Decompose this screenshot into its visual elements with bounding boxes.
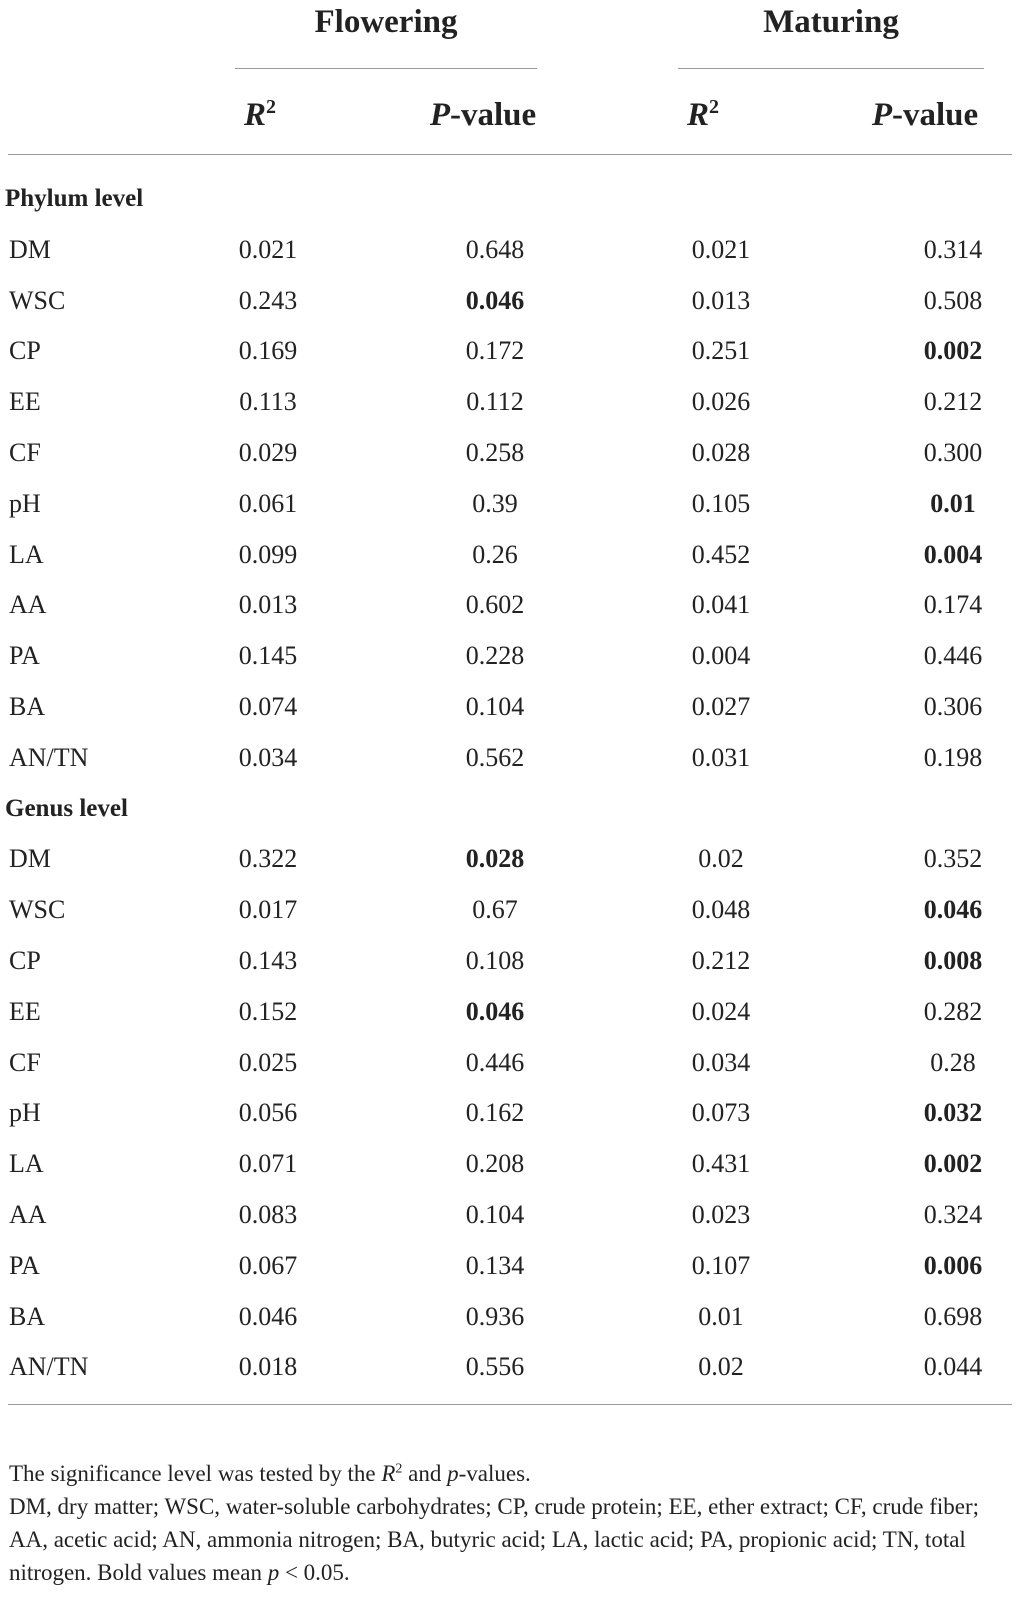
table-cell: 0.021 — [238, 234, 298, 264]
table-cell: 0.212 — [923, 387, 983, 417]
table-cell: 0.452 — [691, 539, 751, 569]
row-label: DM — [9, 844, 51, 874]
table-row — [0, 1341, 1020, 1393]
table-cell: 0.046 — [923, 895, 983, 925]
table-cell: 0.046 — [238, 1301, 298, 1331]
table-cell: 0.648 — [465, 234, 525, 264]
row-label: CF — [9, 438, 41, 467]
table-cell: 0.508 — [923, 285, 983, 315]
table-row — [0, 579, 1020, 631]
table-cell: 0.431 — [691, 1149, 751, 1179]
table-cell: 0.152 — [238, 996, 298, 1026]
group-rule-maturing — [678, 68, 984, 69]
table-cell: 0.162 — [465, 1098, 525, 1128]
table-cell: 0.936 — [465, 1301, 525, 1331]
row-label: WSC — [9, 895, 66, 925]
table-cell: 0.228 — [465, 641, 525, 671]
table-footnotes — [9, 1457, 1014, 1589]
table-cell: 0.013 — [691, 285, 751, 315]
table-row — [0, 630, 1020, 682]
table-cell: 0.044 — [923, 1352, 983, 1382]
table-cell: 0.02 — [698, 844, 744, 874]
table-cell: 0.083 — [238, 1200, 298, 1229]
table-row — [0, 325, 1020, 377]
row-label: pH — [9, 488, 41, 518]
table-cell: 0.067 — [238, 1250, 298, 1280]
row-label: PA — [9, 641, 40, 671]
col-header-maturing-p: P-value — [871, 97, 979, 133]
table-row — [0, 681, 1020, 733]
col-header-flowering-r2: $R^2$ — [243, 96, 276, 133]
row-label: PA — [9, 1250, 40, 1280]
table-cell: 0.02 — [698, 1352, 744, 1382]
table-cell: 0.108 — [465, 946, 525, 975]
table-cell: 0.074 — [238, 692, 298, 721]
table-cell: 0.034 — [691, 1047, 751, 1077]
table-cell: 0.025 — [238, 1047, 298, 1077]
table-cell: 0.01 — [930, 488, 976, 518]
table-cell: 0.018 — [238, 1352, 298, 1382]
table-cell: 0.105 — [691, 488, 751, 518]
section-title: Genus level — [5, 794, 128, 822]
table-cell: 0.67 — [472, 895, 518, 925]
table-row — [0, 1138, 1020, 1190]
table-cell: 0.002 — [923, 1149, 983, 1179]
table-row — [0, 935, 1020, 987]
table-cell: 0.027 — [691, 692, 751, 721]
row-label: LA — [9, 539, 44, 569]
row-label: BA — [9, 692, 46, 721]
row-label: CF — [9, 1047, 41, 1077]
table-row — [0, 529, 1020, 581]
table-cell: 0.322 — [238, 844, 298, 874]
table-cell: 0.104 — [465, 1200, 525, 1229]
table-cell: 0.562 — [465, 742, 525, 772]
table-cell: 0.352 — [923, 844, 983, 874]
table-cell: 0.104 — [465, 692, 525, 721]
header-rule — [8, 154, 1012, 155]
table-cell: 0.556 — [465, 1352, 525, 1382]
table-row — [0, 275, 1020, 327]
table-row — [0, 732, 1020, 784]
table-cell: 0.006 — [923, 1250, 983, 1280]
group-rule-flowering — [235, 68, 537, 69]
table-cell: 0.26 — [472, 539, 518, 569]
row-label: AN/TN — [9, 1352, 89, 1382]
table-cell: 0.212 — [691, 946, 751, 975]
table-cell: 0.031 — [691, 742, 751, 772]
table-cell: 0.008 — [923, 946, 983, 975]
group-header-maturing: Maturing — [763, 4, 899, 40]
table-cell: 0.026 — [691, 387, 751, 417]
row-label: CP — [9, 946, 41, 975]
table-cell: 0.282 — [923, 996, 983, 1026]
table-cell: 0.169 — [238, 336, 298, 366]
table-cell: 0.01 — [698, 1301, 744, 1331]
table-cell: 0.061 — [238, 488, 298, 518]
table-row — [0, 1037, 1020, 1089]
table-cell: 0.004 — [923, 539, 983, 569]
table-row — [0, 1240, 1020, 1292]
table-cell: 0.034 — [238, 742, 298, 772]
table-cell: 0.021 — [691, 234, 751, 264]
row-label: AA — [9, 1200, 47, 1229]
table-cell: 0.056 — [238, 1098, 298, 1128]
footnote-abbreviations: DM, dry matter; WSC, water-soluble carbohydrates; CP, crude protein; EE, ether extract; CF, crude fiber; AA, acetic acid; AN, ammonia nitrogen; BA, butyric acid; LA, lactic acid; PA, propionic acid; TN, total nitrogen. Bold values mean p < 0.05. — [9, 1494, 980, 1585]
table-row — [0, 1291, 1020, 1343]
table-row — [0, 833, 1020, 885]
table-row — [0, 1087, 1020, 1139]
group-header-flowering: Flowering — [314, 4, 458, 40]
table-row — [0, 1189, 1020, 1241]
table-cell: 0.208 — [465, 1149, 525, 1179]
row-label: LA — [9, 1149, 44, 1179]
table-cell: 0.143 — [238, 946, 298, 975]
table-cell: 0.041 — [691, 590, 751, 620]
row-label: CP — [9, 336, 41, 366]
table-cell: 0.004 — [691, 641, 751, 671]
table-cell: 0.046 — [465, 996, 525, 1026]
table-row — [0, 376, 1020, 428]
col-header-flowering-p: P-value — [429, 97, 537, 133]
table-cell: 0.698 — [923, 1301, 983, 1331]
table-cell: 0.134 — [465, 1250, 525, 1280]
table-cell: 0.048 — [691, 895, 751, 925]
row-label: DM — [9, 234, 51, 264]
table-cell: 0.024 — [691, 996, 751, 1026]
table-cell: 0.107 — [691, 1250, 751, 1280]
table-cell: 0.145 — [238, 641, 298, 671]
table-cell: 0.071 — [238, 1149, 298, 1179]
row-label: pH — [9, 1098, 41, 1128]
table-cell: 0.446 — [923, 641, 983, 671]
table-cell: 0.324 — [923, 1200, 983, 1229]
table-cell: 0.174 — [923, 590, 983, 620]
table-cell: 0.112 — [466, 387, 524, 417]
table-cell: 0.446 — [465, 1047, 525, 1077]
table-cell: 0.028 — [465, 844, 525, 874]
table-cell: 0.023 — [691, 1200, 751, 1229]
footnote-significance: The significance level was tested by the $R^2$ and p-values. — [9, 1461, 531, 1486]
table-row — [0, 884, 1020, 936]
table-cell: 0.198 — [923, 742, 983, 772]
table-row — [0, 224, 1020, 276]
row-label: WSC — [9, 285, 66, 315]
footer-rule — [8, 1404, 1012, 1405]
table-cell: 0.314 — [923, 234, 983, 264]
table-cell: 0.243 — [238, 285, 298, 315]
table-cell: 0.046 — [465, 285, 525, 315]
table-cell: 0.029 — [238, 438, 298, 467]
table-row — [0, 478, 1020, 530]
table-row — [0, 427, 1020, 479]
table-cell: 0.113 — [239, 387, 297, 417]
row-label: AN/TN — [9, 742, 89, 772]
row-label: AA — [9, 590, 47, 620]
row-label: BA — [9, 1301, 46, 1331]
table-cell: 0.099 — [238, 539, 298, 569]
table-cell: 0.028 — [691, 438, 751, 467]
col-header-maturing-r2: $R^2$ — [686, 96, 719, 133]
row-label: EE — [9, 387, 41, 417]
table-cell: 0.002 — [923, 336, 983, 366]
table-cell: 0.306 — [923, 692, 983, 721]
table-cell: 0.172 — [465, 336, 525, 366]
table-row — [0, 986, 1020, 1038]
table-cell: 0.073 — [691, 1098, 751, 1128]
table-cell: 0.602 — [465, 590, 525, 620]
table-cell: 0.032 — [923, 1098, 983, 1128]
row-label: EE — [9, 996, 41, 1026]
table-cell: 0.39 — [472, 488, 518, 518]
table-cell: 0.017 — [238, 895, 298, 925]
table-cell: 0.28 — [930, 1047, 976, 1077]
section-title: Phylum level — [5, 185, 144, 212]
table-cell: 0.258 — [465, 438, 525, 467]
table-cell: 0.300 — [923, 438, 983, 467]
table-cell: 0.013 — [238, 590, 298, 620]
table-cell: 0.251 — [691, 336, 751, 366]
